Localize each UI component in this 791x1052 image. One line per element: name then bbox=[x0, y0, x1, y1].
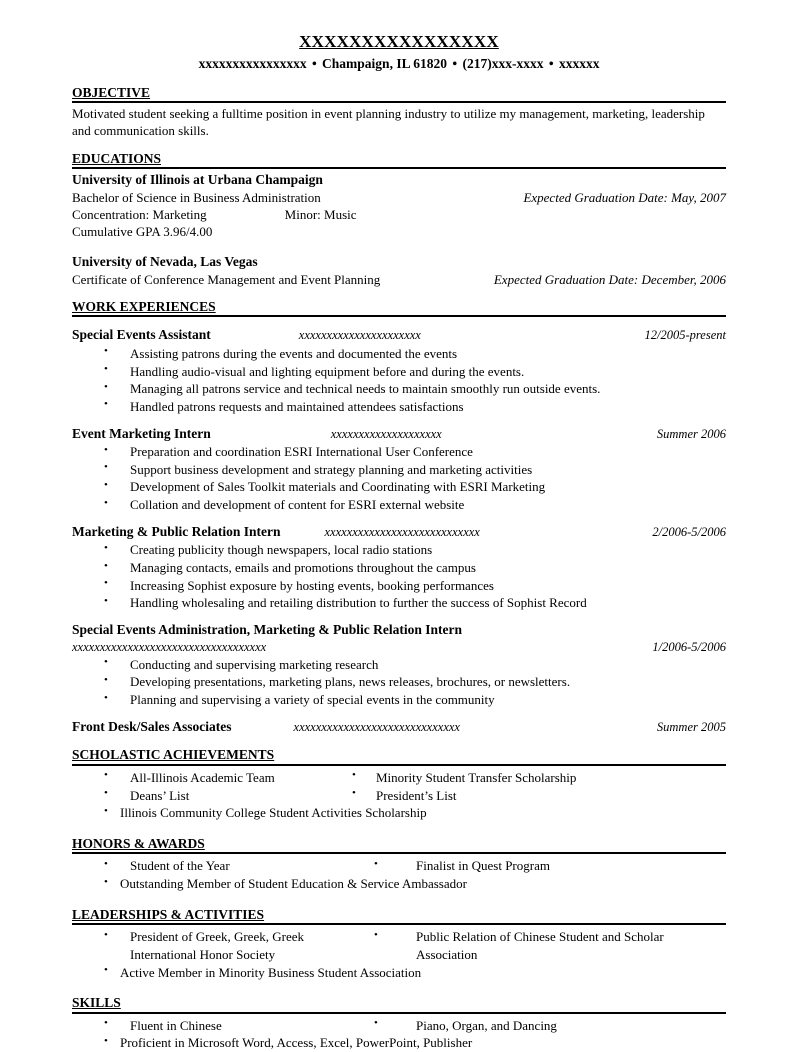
job-bullet: • Development of Sales Toolkit materials and Coordinating with ESRI Marketing bbox=[72, 478, 726, 496]
skills-item: • Fluent in Chinese bbox=[72, 1017, 350, 1035]
job-entry bbox=[72, 326, 726, 415]
scholastic-column-right bbox=[350, 768, 726, 804]
education-date: Expected Graduation Date: December, 2006 bbox=[493, 271, 726, 287]
job-date: Summer 2006 bbox=[656, 426, 726, 441]
skills-list-full bbox=[72, 1034, 726, 1052]
leaderships-heading: LEADERSHIPS & ACTIVITIES bbox=[72, 906, 265, 922]
scholastic-item: • Deans’ List bbox=[72, 787, 350, 805]
education-entry bbox=[72, 171, 726, 240]
job-bullet-list bbox=[72, 345, 726, 416]
leaderships-column-right bbox=[350, 927, 726, 963]
leaderships-list-left bbox=[72, 928, 350, 963]
honors-item: • Student of the Year bbox=[72, 857, 350, 875]
honors-columns bbox=[72, 856, 726, 875]
job-title: Front Desk/Sales Associates bbox=[72, 718, 232, 734]
job-employer: xxxxxxxxxxxxxxxxxxxxxxxxxxxxxx bbox=[293, 719, 460, 734]
job-header bbox=[72, 718, 726, 736]
scholastic-columns bbox=[72, 768, 726, 804]
education-school: University of Nevada, Las Vegas bbox=[72, 254, 258, 270]
leaderships-rule bbox=[72, 923, 726, 925]
education-degree: Certificate of Conference Management and Event Planning bbox=[72, 271, 381, 287]
job-date: 12/2005-present bbox=[644, 328, 726, 343]
scholastic-list-full bbox=[72, 804, 726, 822]
skills-column-left bbox=[72, 1016, 350, 1035]
scholastic-item: • Minority Student Transfer Scholarship bbox=[350, 769, 726, 787]
contact-phone: (217)xxx-xxxx bbox=[462, 55, 544, 71]
job-bullet: • Planning and supervising a variety of special events in the community bbox=[72, 691, 726, 709]
skills-column-right bbox=[350, 1016, 726, 1035]
education-gpa: Cumulative GPA 3.96/4.00 bbox=[72, 223, 213, 239]
applicant-name: XXXXXXXXXXXXXXXX bbox=[299, 32, 499, 51]
job-entry bbox=[72, 523, 726, 612]
contact-separator-1: • bbox=[311, 55, 317, 71]
scholastic-item: • All-Illinois Academic Team bbox=[72, 769, 350, 787]
job-bullet: • Assisting patrons during the events and documented the events bbox=[72, 345, 726, 363]
job-entry bbox=[72, 718, 726, 736]
education-degree-row bbox=[72, 189, 726, 206]
job-employer: xxxxxxxxxxxxxxxxxxxx bbox=[330, 426, 442, 441]
job-employer: xxxxxxxxxxxxxxxxxxxxxxxxxxxxxxxxxxx bbox=[72, 639, 267, 654]
job-date: 1/2006-5/2006 bbox=[652, 639, 726, 654]
section-scholastic-achievements bbox=[72, 747, 726, 822]
education-concentration-row bbox=[72, 206, 726, 223]
honors-rule bbox=[72, 852, 726, 854]
education-entry bbox=[72, 253, 726, 288]
contact-email: xxxxxx bbox=[558, 55, 600, 71]
education-school: University of Illinois at Urbana Champaign bbox=[72, 172, 323, 188]
job-bullet: • Handling audio-visual and lighting equipment before and during the events. bbox=[72, 363, 726, 381]
skills-heading: SKILLS bbox=[72, 995, 121, 1011]
job-employer: xxxxxxxxxxxxxxxxxxxxxxxxxxxx bbox=[324, 524, 480, 539]
honors-heading: HONORS & AWARDS bbox=[72, 835, 205, 851]
honors-item: • Outstanding Member of Student Education & Service Ambassador bbox=[72, 875, 726, 893]
scholastic-list-left bbox=[72, 769, 350, 804]
job-bullet: • Handled patrons requests and maintained attendees satisfactions bbox=[72, 398, 726, 416]
skills-rule bbox=[72, 1012, 726, 1014]
education-minor: Minor: Music bbox=[284, 206, 357, 222]
contact-city: Champaign, IL 61820 bbox=[322, 55, 447, 71]
job-title: Event Marketing Intern bbox=[72, 425, 211, 441]
contact-address: xxxxxxxxxxxxxxxx bbox=[198, 55, 307, 71]
objective-heading: OBJECTIVE bbox=[72, 84, 151, 100]
section-objective bbox=[72, 85, 726, 140]
job-header bbox=[72, 523, 726, 541]
job-subheader bbox=[72, 639, 726, 655]
leaderships-list-right bbox=[372, 928, 726, 963]
objective-rule bbox=[72, 101, 726, 103]
job-bullet: • Handling wholesaling and retailing distribution to further the success of Sophist Record bbox=[72, 594, 726, 612]
job-bullet: • Increasing Sophist exposure by hosting events, booking performances bbox=[72, 577, 726, 595]
job-title: Special Events Assistant bbox=[72, 327, 211, 343]
job-bullet: • Managing all patrons service and technical needs to maintain smoothly run outside events. bbox=[72, 380, 726, 398]
honors-list-left bbox=[72, 857, 350, 875]
leaderships-column-left bbox=[72, 927, 350, 963]
skills-item: • Piano, Organ, and Dancing bbox=[372, 1017, 726, 1035]
leaderships-list-full bbox=[72, 964, 726, 982]
skills-item: • Proficient in Microsoft Word, Access, Excel, PowerPoint, Publisher bbox=[72, 1034, 726, 1052]
section-honors-awards bbox=[72, 836, 726, 893]
honors-list-full bbox=[72, 875, 726, 893]
leaderships-item: • Public Relation of Chinese Student and Scholar Association bbox=[372, 928, 726, 963]
section-educations bbox=[72, 151, 726, 288]
educations-heading: EDUCATIONS bbox=[72, 150, 162, 166]
scholastic-column-left bbox=[72, 768, 350, 804]
job-title: Special Events Administration, Marketing & Public Relation Intern bbox=[72, 622, 463, 638]
education-concentration: Concentration: Marketing bbox=[72, 206, 207, 222]
education-date: Expected Graduation Date: May, 2007 bbox=[523, 189, 726, 205]
skills-list-left bbox=[72, 1017, 350, 1035]
scholastic-list-right bbox=[350, 769, 726, 804]
leaderships-item: • Active Member in Minority Business Student Association bbox=[72, 964, 726, 982]
contact-separator-3: • bbox=[548, 55, 554, 71]
scholastic-rule bbox=[72, 764, 726, 766]
education-degree-row bbox=[72, 271, 726, 288]
education-degree: Bachelor of Science in Business Administration bbox=[72, 189, 321, 205]
educations-rule bbox=[72, 167, 726, 169]
contact-line bbox=[72, 56, 726, 72]
job-header bbox=[72, 326, 726, 344]
leaderships-item: • President of Greek, Greek, Greek International Honor Society bbox=[72, 928, 350, 963]
skills-columns bbox=[72, 1016, 726, 1035]
work-heading: WORK EXPERIENCES bbox=[72, 298, 216, 314]
job-entry bbox=[72, 621, 726, 709]
section-leaderships-activities bbox=[72, 907, 726, 982]
job-entry bbox=[72, 425, 726, 514]
honors-column-right bbox=[350, 856, 726, 875]
job-title: Marketing & Public Relation Intern bbox=[72, 523, 281, 539]
job-date: 2/2006-5/2006 bbox=[652, 524, 726, 539]
job-bullet: • Managing contacts, emails and promotions throughout the campus bbox=[72, 559, 726, 577]
honors-item: • Finalist in Quest Program bbox=[372, 857, 726, 875]
section-skills bbox=[72, 995, 726, 1052]
job-bullet-list bbox=[72, 541, 726, 612]
contact-separator-2: • bbox=[452, 55, 458, 71]
honors-list-right bbox=[372, 857, 726, 875]
scholastic-heading: SCHOLASTIC ACHIEVEMENTS bbox=[72, 747, 275, 763]
job-bullet: • Support business development and strategy planning and marketing activities bbox=[72, 461, 726, 479]
job-bullet: • Developing presentations, marketing plans, news releases, brochures, or newsletters. bbox=[72, 673, 726, 691]
objective-text: Motivated student seeking a fulltime position in event planning industry to utilize my management, marketing, leadership and communication skills. bbox=[72, 106, 705, 139]
job-bullet: • Preparation and coordination ESRI International User Conference bbox=[72, 443, 726, 461]
job-bullet-list bbox=[72, 656, 726, 709]
work-rule bbox=[72, 315, 726, 317]
scholastic-item: • Illinois Community College Student Activities Scholarship bbox=[72, 804, 726, 822]
scholastic-item: • President’s List bbox=[350, 787, 726, 805]
job-header bbox=[72, 621, 726, 655]
job-employer: xxxxxxxxxxxxxxxxxxxxxx bbox=[298, 328, 421, 343]
job-bullet: • Collation and development of content for ESRI external website bbox=[72, 496, 726, 514]
section-work-experiences bbox=[72, 299, 726, 736]
resume-content bbox=[72, 32, 726, 1052]
job-date: Summer 2005 bbox=[656, 719, 726, 734]
skills-list-right bbox=[372, 1017, 726, 1035]
job-header bbox=[72, 425, 726, 443]
job-bullet: • Creating publicity though newspapers, local radio stations bbox=[72, 541, 726, 559]
job-bullet: • Conducting and supervising marketing research bbox=[72, 656, 726, 674]
job-bullet-list bbox=[72, 443, 726, 514]
honors-column-left bbox=[72, 856, 350, 875]
leaderships-columns bbox=[72, 927, 726, 963]
